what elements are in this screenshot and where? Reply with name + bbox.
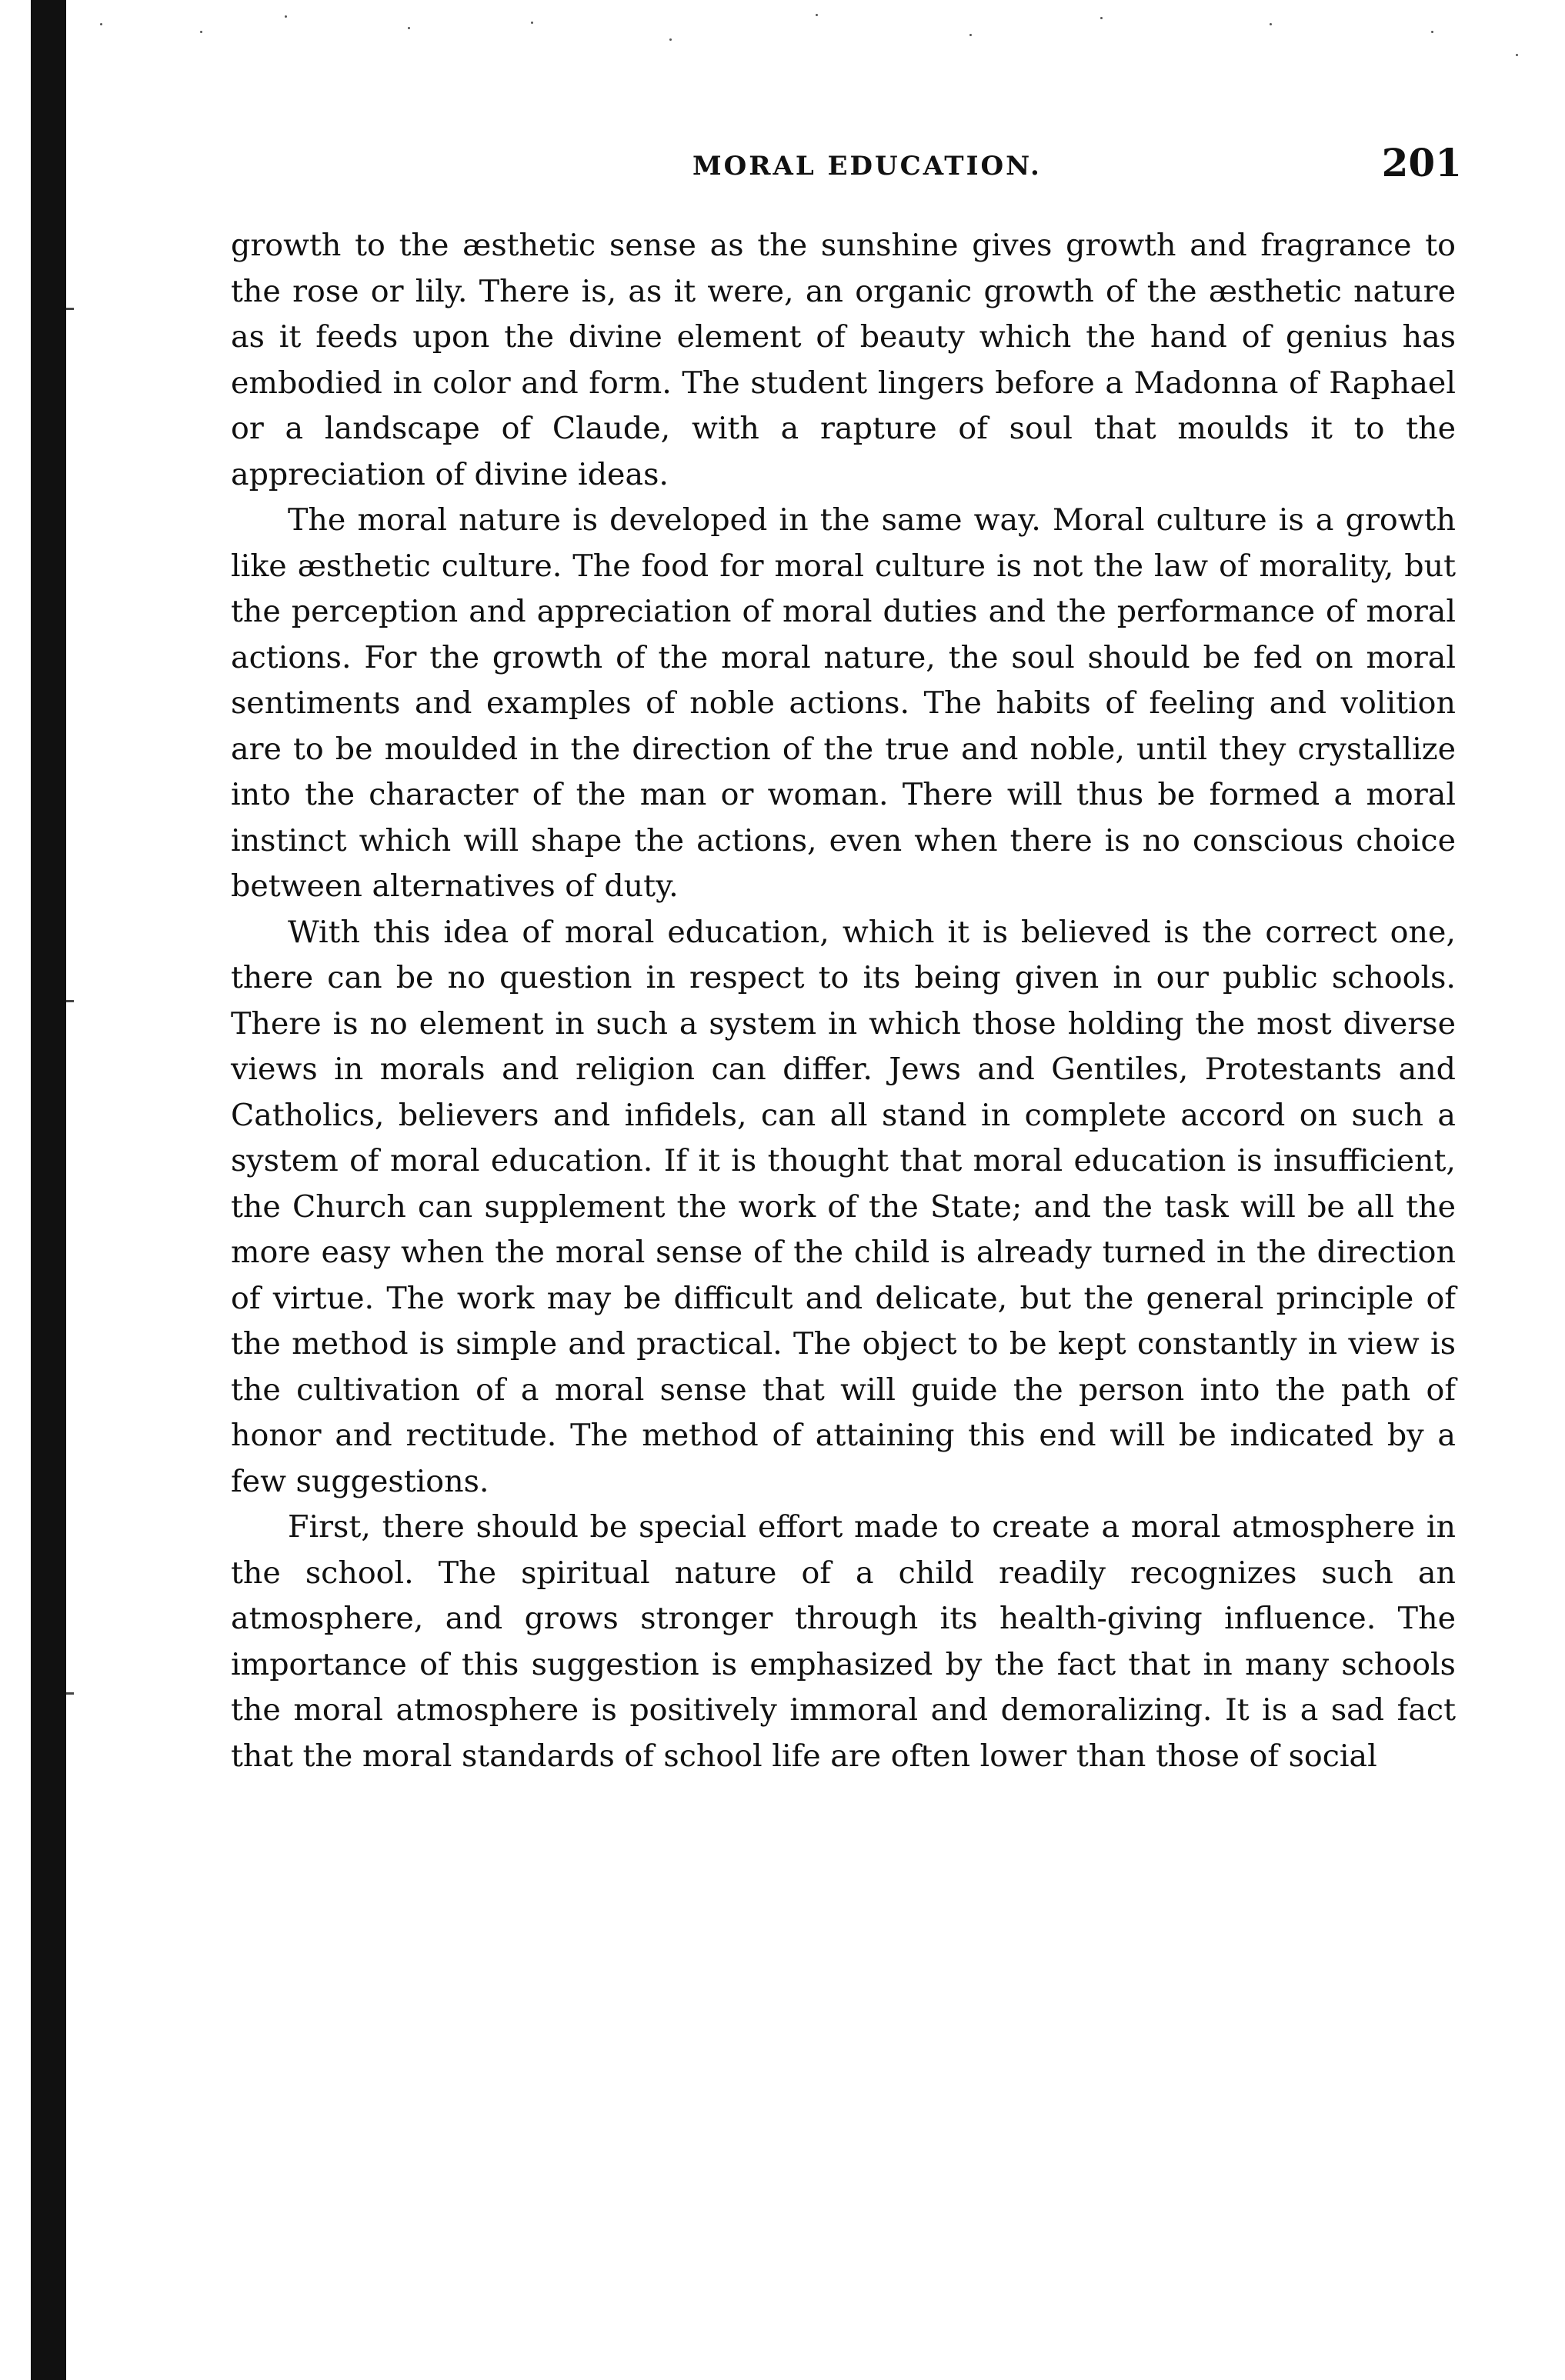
body-text: [231, 223, 1456, 1779]
paragraph-moral-nature: The moral nature is developed in the same way. Moral culture is a growth like æsthetic culture. The food for moral culture is not the law of morality, but the perception and appreciation of moral duties and the performance of moral actions. For the growth of the moral nature, the soul should be fed on moral sentiments and examples of noble actions. The habits of feeling and volition are to be moulded in the direction of the true and noble, until they crystallize into the character of the man or woman. There will thus be formed a moral instinct which will shape the actions, even when there is no conscious choice between alternatives of duty.: [231, 502, 1456, 904]
paragraph-moral-education: With this idea of moral education, which it is believed is the correct one, there can be no question in respect to its being given in our public schools. There is no element in such a system in which those holding the most diverse views in morals and religion can differ. Jews and Gentiles, Protestants and Catholics, believers and infidels, can all stand in complete accord on such a system of moral education. If it is thought that moral education is insufficient, the Church can supplement the work of the State; and the task will be all the more easy when the moral sense of the child is already turned in the direction of virtue. The work may be difficult and delicate, but the general principle of the method is simple and practical. The object to be kept constantly in view is the cultivation of a moral sense that will guide the person into the path of honor and rectitude. The method of attaining this end will be indicated by a few suggestions.: [231, 914, 1456, 1499]
page-header: [231, 140, 1462, 194]
running-head: MORAL EDUCATION.: [692, 151, 1042, 182]
scan-speck: [66, 1000, 74, 1002]
scan-noise: [85, 0, 1531, 77]
scan-speck: [66, 1692, 74, 1695]
page-number: 201: [1381, 140, 1462, 185]
book-spine-shadow: [31, 0, 66, 2380]
paragraph-continuation: growth to the æsthetic sense as the sunshine gives growth and fragrance to the rose or lily. There is, as it were, an organic growth of the æsthetic nature as it feeds upon the divine element of beauty which the hand of genius has embodied in color and form. The student lingers before a Madonna of Raphael or a landscape of Claude, with a rapture of soul that moulds it to the appreciation of divine ideas.: [231, 228, 1456, 492]
paragraph-moral-atmosphere: First, there should be special effort made to create a moral atmosphere in the school. The spiritual nature of a child readily recognizes such an atmosphere, and grows stronger through its health-giving influence. The importance of this suggestion is emphasized by the fact that in many schools the moral atmosphere is positively immoral and demoralizing. It is a sad fact that the moral standards of school life are often lower than those of social: [231, 1509, 1456, 1774]
scan-speck: [66, 308, 74, 310]
